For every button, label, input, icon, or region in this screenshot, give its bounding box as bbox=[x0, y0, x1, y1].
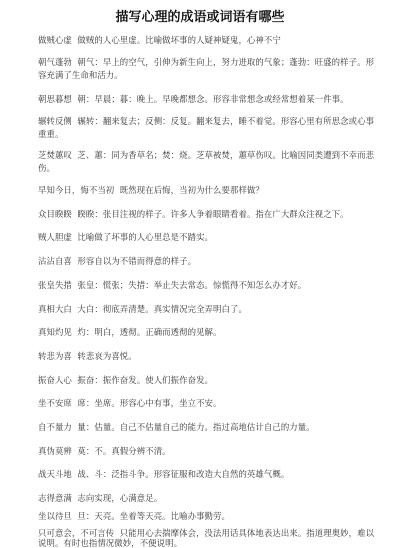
page-title: 描写心理的成语或词语有哪些 bbox=[115, 10, 285, 25]
idiom-entry: 朝气蓬勃 朝气：早上的空气，引伸为新生向上，努力进取的气象；蓬勃：旺盛的样子。形容充满了生命和活力。 bbox=[38, 57, 375, 80]
idiom-entry: 志得意满 志向实现，心满意足。 bbox=[38, 493, 163, 503]
idiom-entry: 战天斗地 战、斗：泛指斗争。形容征服和改造大自然的英雄气概。 bbox=[38, 469, 290, 479]
idiom-entry: 自不量力 量：估量。自己不估量自己的能力。指过高地估计自己的力量。 bbox=[38, 422, 315, 432]
idiom-entry: 振奋人心 振奋：振作奋发。使人们振作奋发。 bbox=[38, 375, 214, 385]
idiom-entry: 做贼心虚 做贼的人心里虚。比喻做坏事的人疑神疑鬼，心神不宁 bbox=[38, 35, 281, 45]
idiom-entry: 沾沾自喜 形容自以为不错而得意的样子。 bbox=[38, 256, 197, 266]
idiom-entry: 转悲为喜 转悲哀为喜悦。 bbox=[38, 351, 137, 361]
idiom-entry: 真伪莫辨 莫：不。真假分辨不清。 bbox=[38, 446, 171, 456]
idiom-entry: 坐不安席 席：坐席。形容心中有事，坐立不安。 bbox=[38, 398, 222, 408]
idiom-entry: 张皇失措 张皇：慌张；失措：举止失去常态。惊慌得不知怎么办才好。 bbox=[38, 280, 307, 290]
idiom-entry: 辗转反侧 辗转：翻来复去；反侧：反复。翻来复去，睡不着觉。形容心里有所思念或心事重重。 bbox=[38, 116, 375, 139]
idiom-entry: 朝思暮想 朝：早晨；暮：晚上。早晚都想念。形容非常想念或经常想着某一件事。 bbox=[38, 94, 349, 104]
idiom-entry: 众目睽睽 睽睽：张目注视的样子。许多人争着眼睛看着。指在广大群众注视之下。 bbox=[38, 209, 349, 219]
idiom-entry: 真知灼见 灼：明白，透彻。正确而透彻的见解。 bbox=[38, 327, 222, 337]
idiom-entry: 真相大白 大白：彻底弄清楚。真实情况完全弄明白了。 bbox=[38, 304, 247, 314]
idiom-entry: 贼人胆虚 比喻做了坏事的人心里总是不踏实。 bbox=[38, 232, 214, 242]
idiom-entry: 芝焚蕙叹 芝、蕙：同为香草名；焚：烧。芝草被焚，蕙草伤叹。比喻因同类遭到不幸而悲伤。 bbox=[38, 150, 375, 173]
idiom-entry: 坐以待旦 旦：天亮。坐着等天亮。比喻办事勤劳。 bbox=[38, 511, 230, 521]
idiom-entry: 早知今日，悔不当初 既然现在后悔，当初为什么要那样做？ bbox=[38, 185, 264, 195]
idiom-entry: 只可意会，不可言传 只能用心去揣摩体会，没法用话具体地表达出来。指道理奥妙，难以说明。有时也指情况微妙，不便说明。 bbox=[38, 528, 375, 548]
